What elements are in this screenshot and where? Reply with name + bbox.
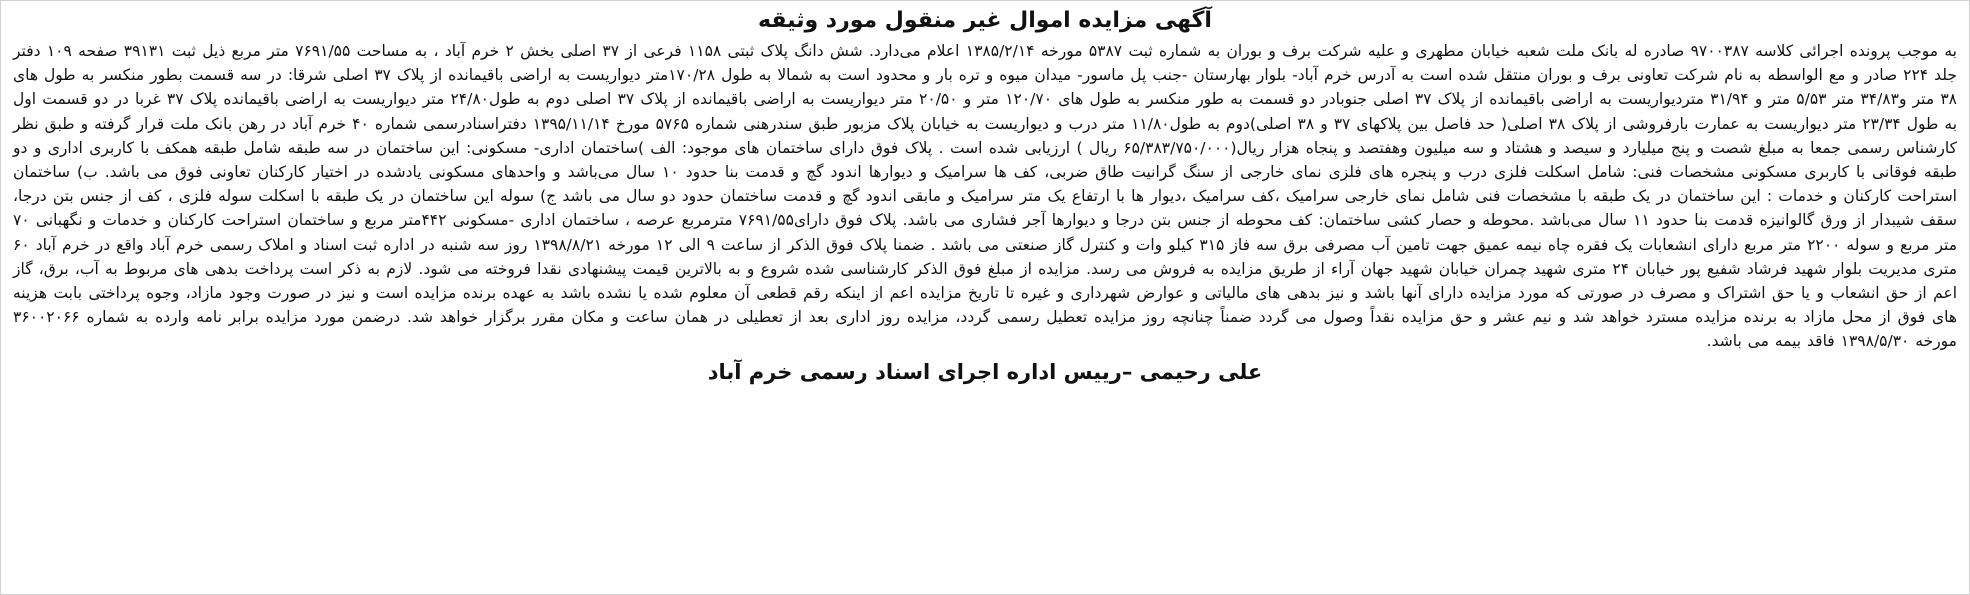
notice-title: آگهی مزایده اموال غیر منقول مورد وثیقه <box>758 8 1212 33</box>
notice-body-text: به موجب پرونده اجرائی کلاسه ۹۷۰۰۳۸۷ صادره له بانک ملت شعبه خیابان مطهری و علیه شرکت برف و بوران به شماره ثبت ۵۳۸۷ مورخه ۱۳۸۵/۲/۱۴ اعلام می‌دارد. شش دانگ پلاک ثبتی ۱۱۵۸ فرعی از ۳۷ اصلی بخش ۲ خرم آباد ، به مساحت ۷۶۹۱/۵۵ متر مربع ذیل ثبت ۳۹۱۳۱ صفحه ۱۰۹ دفتر جلد ۲۲۴ صادر و مع الواسطه به نام شرکت تعاونی برف و بوران منتقل شده است به آدرس خرم آباد- بلوار بهارستان -جنب پل ماسور- میدان میوه و تره بار و محدود است به شمالا به طول ۱۷۰/۲۸متر دیواریست به اراضی باقیمانده از پلاک ۳۷ اصلی شرقا: در سه قسمت بطور منکسر به طول های ۳۸ متر و۳۴/۸۳ متر ۵/۵۳ متر و ۳۱/۹۴ متردیواریست به اراضی باقیمانده از پلاک ۳۷ اصلی جنوبادر دو قسمت به طور منکسر به طول های ۱۲۰/۷۰ متر و ۲۰/۵۰ متر دیواریست به اراضی باقیمانده از پلاک ۳۷ اصلی دوم به طول۲۴/۸۰ متر دیواریست به اراضی باقیمانده پلاک ۳۷ غربا در دو قسمت اول به طول ۲۳/۳۴ متر دیواریست به عمارت بارفروشی از پلاک ۳۸ اصلی( حد فاصل بین پلاکهای ۳۷ و ۳۸ اصلی)دوم به طول۱۱/۸۰ متر درب و دیواریست به خیابان پلاک مزبور طبق سندرهنی شماره ۵۷۶۵ مورخ ۱۳۹۵/۱۱/۱۴ دفتراسنادرسمی شماره ۴۰ خرم آباد در رهن بانک ملت قرار گرفته و طبق نظر کارشناس رسمی جمعا به مبلغ شصت و پنج میلیارد و سیصد و هشتاد و سه میلیون وهفتصد و پنجاه هزار ریال(۶۵/۳۸۳/۷۵۰/۰۰۰ ریال ) ارزیابی شده است . پلاک فوق دارای ساختمان های موجود: الف )ساختمان اداری- مسکونی: این ساختمان در سه طبقه شامل طبقه همکف با کاربری اداری و دو طبقه فوقانی با کاربری مسکونی مشخصات فنی: شامل اسکلت فلزی درب و پنجره های فلزی نمای خارجی از سنگ گرانیت طاق ضربی، کف ها سرامیک و دیوارها اندود گچ و قدمت بنا حدود ۱۰ سال می‌باشد و واحدهای مسکونی یادشده در اختیار کارکنان تعاونی فوق می باشد. ب) ساختمان استراحت کارکنان و خدمات : این ساختمان در یک طبقه با مشخصات فنی شامل نمای خارجی سرامیک ،کف سرامیک ،دیوار ها با ارتفاع یک متر سرامیک و مابقی اندود گچ و قدمت ساختمان حدود دو سال می باشد ج) سوله این ساختمان در یک طبقه با اسکلت سوله فلزی ، کف از جنس بتن درجا، سقف شیبدار از ورق گالوانیزه قدمت بنا حدود ۱۱ سال می‌باشد .محوطه و حصار کشی ساختمان: کف محوطه از جنس بتن درجا و دیوارها آجر فشاری می باشد. پلاک فوق دارای۷۶۹۱/۵۵ مترمربع عرصه ، ساختمان اداری -مسکونی ۴۴۲متر مربع و ساختمان استراحت کارکنان و خدمات و نگهبانی ۷۰ متر مربع و سوله ۲۲۰۰ متر مربع دارای انشعابات یک فقره چاه نیمه عمیق جهت تامین آب مصرفی برق سه فاز ۳۱۵ کیلو وات و کنترل گاز صنعتی می باشد . ضمنا پلاک فوق الذکر از ساعت ۹ الی ۱۲ مورخه ۱۳۹۸/۸/۲۱ روز سه شنبه در اداره ثبت اسناد و املاک رسمی خرم آباد واقع در خرم آباد ۶۰ متری مدیریت بلوار شهید فرشاد شفیع پور خیابان ۲۴ متری شهید چمران خیابان شهید جهان آراء از طریق مزایده به فروش می رسد. مزایده از مبلغ فوق الذکر کارشناسی شده شروع و به بالاترین قیمت پیشنهادی نقدا فروخته می شود. لازم به ذکر است پرداخت بدهی های مربوط به آب، برق، گاز اعم از حق انشعاب و یا حق اشتراک و مصرف در صورتی که مورد مزایده دارای آنها باشد و نیز بدهی های مالیاتی و عوارض شهرداری و غیره تا تاریخ مزایده اعم از اینکه رقم قطعی آن معلوم شده یا نشده باشد به عهده برنده مزایده است و نیز در صورت وجود مازاد، وجوه پرداختی بابت هزینه های فوق از محل مازاد به برنده مزایده مسترد خواهد شد و نیم عشر و حق مزایده نقداً وصول می گردد ضمناً چنانچه روز مزایده تعطیل رسمی گردد، مزایده روز اداری بعد از تعطیلی در همان ساعت و مکان مقرر برگزار خواهد شد. درضمن مورد مزایده برابر نامه وارده به شماره ۳۶۰۰۲۰۶۶ مورخه ۱۳۹۸/۵/۳۰ فاقد بیمه می باشد. <box>13 42 1958 351</box>
notice-signature: علی رحیمی –رییس اداره اجرای اسناد رسمی خرم آباد <box>707 359 1263 384</box>
notice-body <box>13 39 1957 354</box>
